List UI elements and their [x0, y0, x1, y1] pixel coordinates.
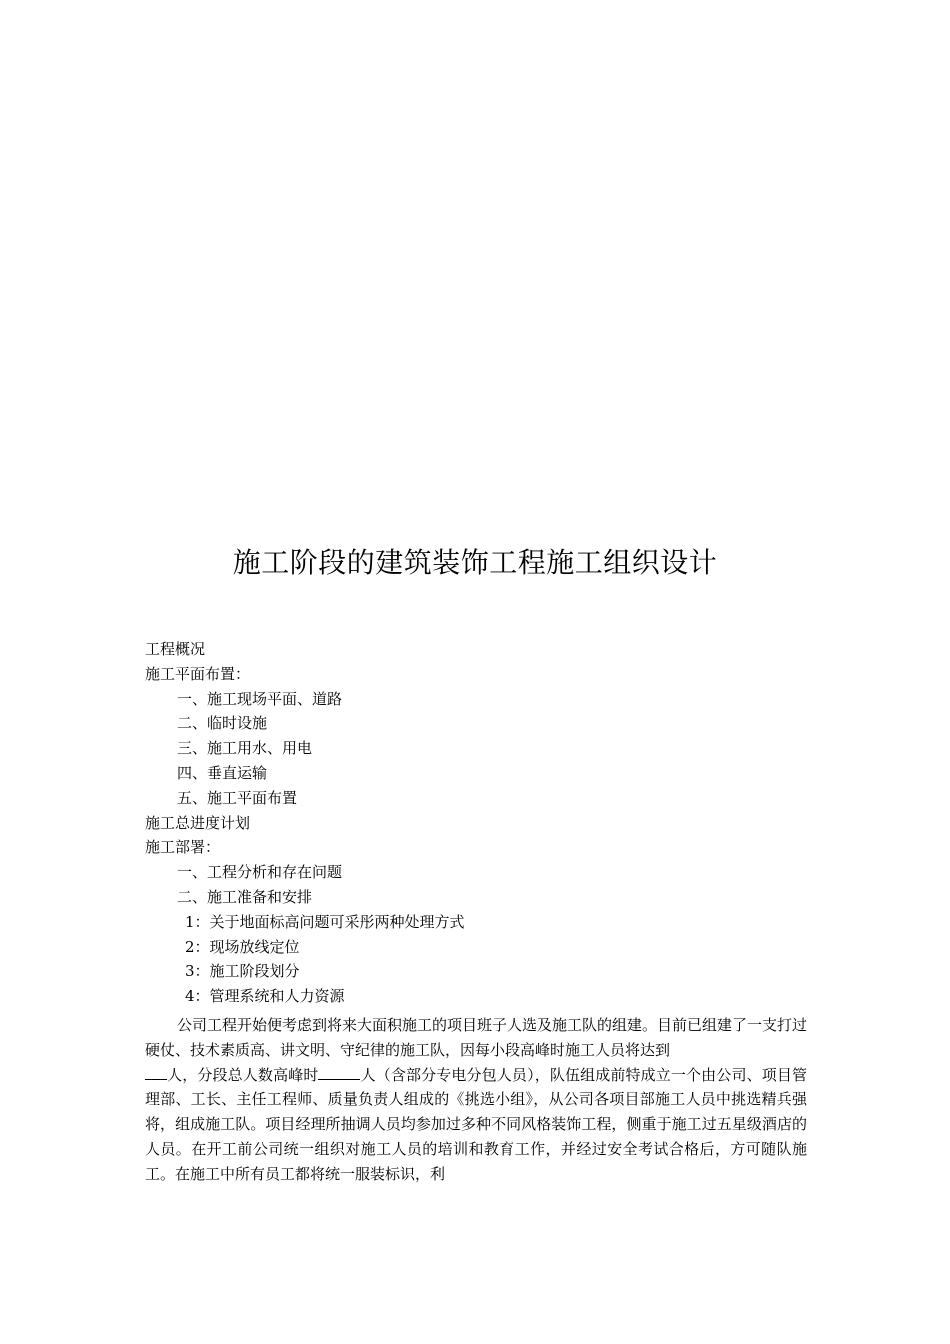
paragraph-continuation	[145, 1063, 807, 1187]
toc-item: 施工平面布置：	[145, 664, 251, 683]
toc-subsubitem: 3：施工阶段划分	[185, 962, 300, 981]
toc-subitem: 四、垂直运输	[177, 763, 268, 782]
paragraph-text: 人（含部分专电分包人员），队伍组成前特成立一个由公司、项目管理部、工长、主任工程师、质量负责人组成的《挑选小组》，从公司各项目部施工人员中挑选精兵强将，组成施工队。项目经理所抽调人员均参加过多种不同风格装饰工程，侧重于施工过五星级酒店的人员。在开工前公司统一组织对施工人员的培训和教育工作，并经过安全考试合格后，方可随队施工。在施工中所有员工都将统一服装标识，利	[145, 1065, 807, 1183]
paragraph-intro: 公司工程开始便考虑到将来大面积施工的项目班子人选及施工队的组建。目前已组建了一支打过硬仗、技术素质高、讲文明、守纪律的施工队，因每小段高峰时施工人员将达到	[145, 1016, 808, 1059]
toc-item: 工程概况	[145, 640, 206, 658]
toc-subsubitem: 4：管理系统和人力资源	[185, 987, 345, 1006]
toc-subsubitem: 1：关于地面标高问题可采彤两种处理方式	[185, 912, 465, 931]
table-of-contents	[145, 637, 815, 1009]
toc-subitem: 二、施工准备和安排	[177, 887, 313, 906]
body-paragraph	[145, 1013, 807, 1187]
fill-in-blank	[145, 1063, 167, 1080]
toc-item: 施工总进度计划	[145, 813, 251, 832]
toc-item: 施工部署：	[145, 838, 221, 857]
paragraph-text: 人，分段总人数高峰时	[167, 1065, 319, 1084]
document-title: 施工阶段的建筑装饰工程施工组织设计	[232, 546, 718, 579]
toc-subitem: 五、施工平面布置	[177, 788, 298, 807]
toc-subitem: 二、临时设施	[177, 714, 268, 733]
toc-subitem: 一、工程分析和存在问题	[177, 863, 343, 882]
fill-in-blank	[318, 1063, 360, 1080]
toc-subitem: 一、施工现场平面、道路	[177, 689, 343, 708]
toc-subsubitem: 2：现场放线定位	[185, 937, 300, 956]
toc-subitem: 三、施工用水、用电	[177, 739, 313, 758]
